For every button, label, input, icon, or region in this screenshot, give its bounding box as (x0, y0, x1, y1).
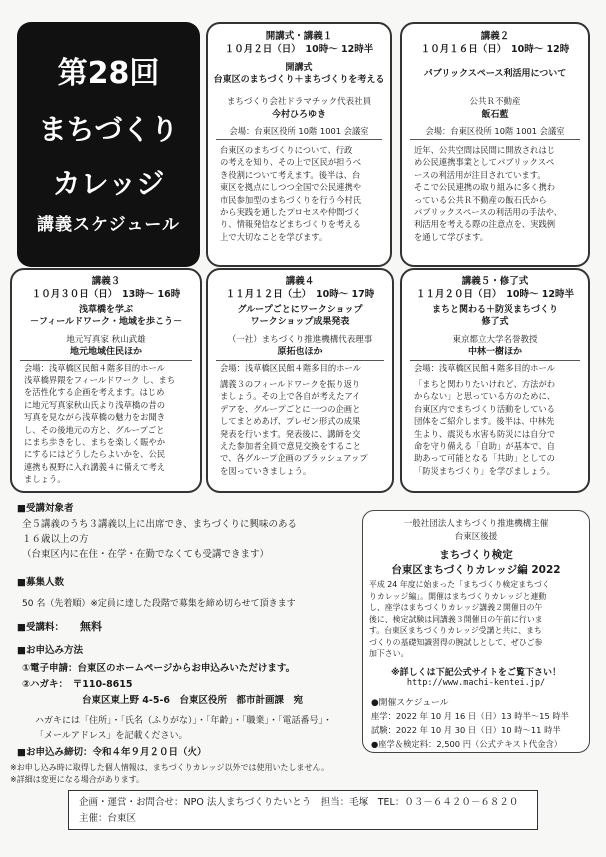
speaker-name: 地元地域住民ほか (69, 347, 142, 357)
privacy-note: ※お申し込み時に取得した個人情報は、まちづくりカレッジ以外では使用いたしません。 (10, 763, 330, 772)
apply-instructions: 「メールアドレス」を記載ください。 (35, 731, 188, 741)
fee-label: ■受講料： (17, 622, 64, 633)
speaker-affiliation: 地元写真家 秋山武雄 (66, 335, 146, 345)
kentei-title: まちづくり検定 (439, 549, 513, 561)
lecture-date: １０月２日（日） 10時～ 12時半 (224, 44, 374, 55)
apply-postcard: ②ハガキ： 〒110-8615 (22, 679, 133, 690)
capacity-text: 50 名（先着順）※定員に達した段階で募集を締め切らせて頂きます (22, 599, 296, 609)
kentei-sponsor: 台東区後援 (454, 532, 498, 542)
kentei-fee: ●座学＆検定料：2,500 円（公式テキスト代金含） (371, 739, 563, 749)
lecture-description: 浅草橋界隈をフィールドワーク し、まち を活性化する企画を考えます。はじめ に地元写真家秋山氏より浅草橋の昔の 写真を見ながら浅草橋の魅力をお聞き し、その後地元の方と、グループごと にまち歩きをし、まちを楽しく賑やか にするにはどうしたらよいかを、公民 連携も視野に入れ講義４に備えて考え ましょう。 (24, 375, 176, 485)
lecture-heading: 講義５・修了式 (461, 276, 529, 287)
college-title-line2: カレッジ (52, 167, 165, 200)
speaker-name: 原拓也ほか (277, 347, 323, 357)
target-line: （台東区内に在住・在学・在勤でなくても受講できます） (22, 549, 270, 560)
lecture-venue: 会場：浅草橋区民館４階多目的ホール (220, 363, 361, 373)
lecture-date: １１月２０日（日） 10時～ 12時半 (416, 289, 574, 300)
divider (410, 360, 580, 361)
fee-value: 無料 (80, 620, 102, 633)
host-line: 主催：台東区 (79, 813, 137, 824)
lecture-subtitle: まちと関わる＋防災まちづくり (432, 305, 558, 315)
lecture-heading: 開講式・講義１ (265, 31, 333, 42)
kentei-exam-date: 試験：2022 年 10 月 30 日（日）10 時～11 時半 (371, 725, 561, 735)
lecture-date: １０月３０日（日） 13時～ 16時 (31, 289, 181, 300)
lecture-card-2 (400, 22, 590, 267)
lecture-description: 講義３のフィールドワークを振り返り ましょう。その上で各自が考えたアイ デアを、グループごとに一つの企画と してまとめあげ、プレゼン形式の成果 発表を行います。発表後に、講師を交 えた参加者全員で意見交換をすること で、各グループ企画のブラッシュアップ を図っていきましょう。 (220, 379, 368, 476)
college-title-line1: まちづくり (38, 113, 179, 146)
divider (216, 360, 384, 361)
lecture-venue: 会場：浅草橋区民館４階多目的ホール (24, 363, 165, 373)
edition-title: 第28回 (57, 56, 160, 91)
lecture-subtitle: グループごとにワークショップ (237, 305, 363, 315)
apply-online: ①電子申請：台東区のホームページからお申込みいただけます。 (22, 663, 296, 674)
lecture-date: １０月１６日（日） 10時～ 12時 (420, 44, 570, 55)
speaker-affiliation: 公共Ｒ不動産 (469, 97, 521, 107)
speaker-name: 今村ひろゆき (271, 110, 326, 120)
lecture-subtitle: 浅草橋を学ぶ (78, 305, 133, 315)
divider (216, 139, 382, 140)
lecture-description: 近年、公共空間は民間に開放されはじ め公民連携事業としてパブリックスペ ースの利活用が注目されています。 そこで公民連携の取り組みに多く携わ っている公共Ｒ不動産の飯石氏から パブリックスペースの利活用の手法や、 利活用を考える際の注意点を、実践例 を通して学びます。 (414, 145, 563, 242)
speaker-affiliation: 東京都立大学名誉教授 (452, 335, 538, 345)
kentei-site-label: ※詳しくは下記公式サイトをご覧下さい！ (390, 668, 562, 678)
kentei-organizer: 一般社団法人まちづくり推進機構主催 (403, 519, 549, 529)
lecture-card-1 (206, 22, 392, 267)
lecture-card-3 (10, 268, 202, 493)
lecture-card-4 (206, 268, 394, 493)
schedule-title: 講義スケジュール (37, 215, 180, 235)
lecture-date: １１月１２日（土） 10時～ 17時 (225, 289, 375, 300)
deadline: ■お申込み締切：令和４年９月２０日（火） (17, 747, 207, 758)
kentei-schedule-heading: ●開催スケジュール (371, 698, 449, 708)
speaker-name: 中林一樹ほか (467, 347, 522, 357)
kentei-subtitle: 台東区まちづくりカレッジ編 2022 (391, 564, 561, 576)
lecture-heading: 講義３ (91, 276, 121, 287)
lecture-subtitle: 開講式 (285, 63, 313, 73)
capacity-heading: ■募集人数 (17, 577, 64, 588)
kentei-description: 平成 24 年度に始まった「まちづくり検定まちづく りカレッジ編」。開催はまちづくりカレッジと連動 し、座学はまちづくりカレッジ講義２開催日の午 後に、検定試験は同講義３開催日の午前に行いま す。台東区まちづくりカレッジ受講と共に、まち づくりの基礎知識習得の腕試しとして、ぜひご参 加下さい。 (369, 580, 550, 658)
lecture-venue: 会場：台東区役所 10階 1001 会議室 (425, 126, 565, 136)
lecture-subtitle: パブリックスペース利活用について (423, 69, 567, 79)
lecture-subtitle: －フィールドワーク・地域を歩こう－ (29, 317, 183, 327)
contact-box (68, 790, 538, 830)
lecture-venue: 会場：浅草橋区民館４階多目的ホール (414, 363, 555, 373)
kentei-box (362, 510, 590, 753)
divider (410, 139, 580, 140)
target-heading: ■受講対象者 (17, 503, 74, 514)
lecture-heading: 講義２ (480, 31, 510, 42)
speaker-affiliation: （一社）まちづくり推進機構代表理事 (227, 335, 373, 345)
lecture-card-5 (400, 268, 590, 493)
contact-line: 企画・運営・お問合せ：NPO 法人まちづくりたいとう 担当：毛塚 TEL：０３－６４２０－６８２０ (79, 797, 519, 808)
speaker-name: 飯石藍 (481, 110, 509, 120)
kentei-lecture-date: 座学：2022 年 10 月 16 日（日）13 時半～15 時半 (371, 711, 569, 721)
kentei-url[interactable]: http://www.machi-kentei.jp/ (406, 678, 546, 688)
lecture-subtitle: 台東区のまちづくり＋まちづくりを考える (213, 75, 385, 85)
title-block (17, 22, 200, 267)
lecture-subtitle: 修了式 (481, 317, 509, 327)
target-line: 全５講義のうち３講義以上に出席でき、まちづくりに興味のある (22, 519, 298, 530)
lecture-description: 台東区のまちづくりについて、行政 の考えを知り、その上で区民が担うべ き役割について考えます。後半は、台 東区を拠点にしつつ全国で公民連携や 市民参加型のまちづくりを行う今村氏 から実践を通したプロセスや仲間づく り、情報発信などまちづくりを考える 上で大切なことを学びます。 (220, 145, 362, 242)
speaker-affiliation: まちづくり会社ドラマチック代表社員 (226, 97, 372, 107)
divider (20, 360, 192, 361)
lecture-description: 「まちと関わりたいけれど、方法がわ からない」と思っている方のために、 台東区内でまちづくり活動をしている 団体をご紹介します。後半は、中林先 生より、震災も水害も防災には自分で 命を守り備える「自助」が基本で、自 助あって可能となる「共助」としての 「防災まちづくり」を学びましょう。 (414, 379, 556, 476)
lecture-venue: 会場：台東区役所 10階 1001 会議室 (229, 126, 369, 136)
lecture-heading: 講義４ (285, 276, 315, 287)
apply-address: 台東区東上野 4-5-6 台東区役所 都市計画課 宛 (82, 695, 304, 706)
lecture-subtitle: ワークショップ成果発表 (250, 317, 350, 327)
target-line: １６歳以上の方 (22, 534, 89, 545)
change-note: ※詳細は変更になる場合があります。 (10, 775, 145, 784)
apply-heading: ■お申込み方法 (17, 645, 83, 656)
apply-instructions: ハガキには「住所」・「氏名（ふりがな）」・「年齢」・「職業」・「電話番号」・ (35, 716, 333, 726)
